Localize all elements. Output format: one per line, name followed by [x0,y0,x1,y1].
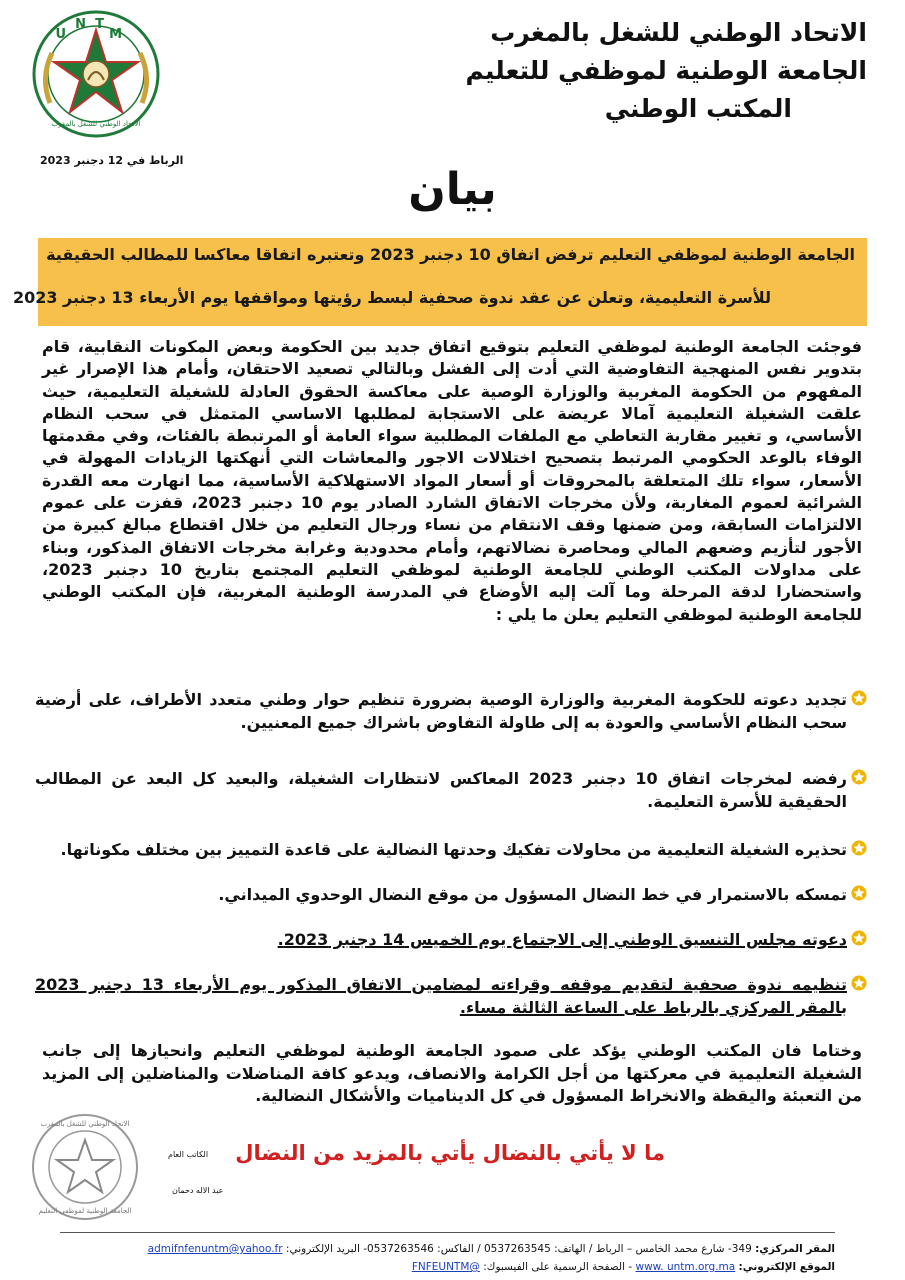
signatory-name: عبد الاله دحمان [172,1186,224,1195]
star-bullet-icon [851,840,867,856]
list-item [35,883,867,906]
list-item [35,767,867,813]
signatory-title: الكاتب العام [168,1150,209,1159]
footer-web-line [60,1258,835,1276]
footer [60,1240,835,1276]
email-link[interactable]: admifnfenuntm@yahoo.fr [147,1243,283,1255]
list-item [35,928,867,951]
svg-text:U: U [55,27,66,42]
star-bullet-icon [851,975,867,991]
address-label: المقر المركزي: [755,1243,835,1255]
banner-line-1: الجامعة الوطنية لموظفي التعليم ترفض اتفاق 10 دجنبر 2023 وتعتبره اتفاقا معاكسا للمطالب الحقيقية [46,245,855,264]
letterhead [307,14,867,128]
official-stamp-icon [30,1112,140,1222]
banner-line-2: للأسرة التعليمية، وتعلن عن عقد ندوة صحفية لبسط رؤيتها ومواقفها يوم الأربعاء 13 دجنبر 2023 [12,288,771,307]
svg-text:الاتحاد الوطني للشغل بالمغرب: الاتحاد الوطني للشغل بالمغرب [40,1120,130,1128]
point-text: تمسكه بالاستمرار في خط النضال المسؤول من موقع النضال الوحدوي الميداني. [218,885,847,904]
facebook-link[interactable]: @FNFEUNTM [411,1261,480,1273]
federation-name: الجامعة الوطنية لموظفي للتعليم [465,56,867,85]
website-label: الموقع الإلكتروني: [738,1261,835,1273]
star-bullet-icon [851,930,867,946]
document-date: الرباط في 12 دجنبر 2023 [40,154,184,167]
footer-divider [60,1232,835,1233]
point-text: تحذيره الشغيلة التعليمية من محاولات تفكيك وحدتها النضالية على قاعدة التمييز بين مختلف مكوناتها. [60,840,847,859]
star-bullet-icon [851,690,867,706]
headline-banner [12,238,867,326]
svg-text:الاتحاد الوطني للشغل بالمغرب: الاتحاد الوطني للشغل بالمغرب [51,120,141,128]
svg-text:M: M [109,27,122,42]
union-name: الاتحاد الوطني للشغل بالمغرب [490,18,867,47]
star-bullet-icon [851,885,867,901]
list-item [35,973,867,1019]
footer-address-line [60,1240,835,1258]
point-text: دعوته مجلس التنسيق الوطني إلى الاجتماع يوم الخميس 14 دجنبر 2023. [277,930,847,949]
list-item [35,838,867,861]
list-item [35,688,867,734]
page-title: بيان [408,164,497,215]
svg-text:T: T [95,17,104,32]
point-text: تجديد دعوته للحكومة المغربية والوزارة الوصية بضرورة تنظيم حوار وطني متعدد الأطراف، على أرضية سحب النظام الأساسي والعودة به إلى طاولة التفاوض باشراك جميع المعنيين. [35,690,847,732]
untm-logo-icon [30,8,162,140]
svg-text:الجامعة الوطنية لموظفي التعليم: الجامعة الوطنية لموظفي التعليم [38,1207,132,1215]
closing-paragraph: وختاما فان المكتب الوطني يؤكد على صمود الجامعة الوطنية لموظفي التعليم وانحيازها إلى جانب الشغيلة التعليمية في معركتها من أجل الكرامة والانصاف، ويدعو كافة المناضلات والمناضلين إلى المزيد من التعبئة واليقظة والانخراط المسؤول في كل الديناميات والأشكال النضالية. [42,1041,862,1105]
office-name: المكتب الوطني [604,94,792,123]
point-text: تنظيمه ندوة صحفية لتقديم موقفه وقراءته لمضامين الاتفاق المذكور يوم الأربعاء 13 دجنبر 2023 بالمقر المركزي بالرباط على الساعة الثالثة مساء. [35,975,847,1017]
website-link[interactable]: www. untm.org.ma [635,1261,736,1273]
address-text: 349- شارع محمد الخامس – الرباط / الهاتف: 0537263545 / الفاكس: 0537263546- البريد الإلكتروني: [285,1243,752,1255]
star-bullet-icon [851,769,867,785]
svg-text:N: N [75,17,86,32]
point-text: رفضه لمخرجات اتفاق 10 دجنبر 2023 المعاكس لانتظارات الشغيلة، والبعيد كل البعد عن المطالب الحقيقية للأسرة التعليمة. [35,769,847,811]
intro-paragraph: فوجئت الجامعة الوطنية لموظفي التعليم بتوقيع اتفاق جديد بين الحكومة وبعض المكونات النقابية، قام بتدوير نفس المنهجية التفاوضية التي أدت إلى الفشل وبالتالي تصعيد الاحتقان، وأمام هذا الإصرار غير المفهوم من الحكومة المغربية والوزارة الوصية على معاكسة الحقوق العادلة للشغيلة التعليمية، حيث علقت الشغيلة التعليمية آمالا عريضة على الاستجابة لمطلبها الاساسي المتمثل في سحب النظام الأساسي، و تغيير مقاربة التعاطي مع الملفات المطلبية سواء العامة أو المرتبطة بالفئات، وفي مقدمتها الوفاء بالوعد الحكومي المرتبط بتصحيح اختلالات الاجور والمعاشات التي أنهكتها الزيادات المهولة في الأسعار، سواء تلك المتعلقة بالمحروقات أو أسعار المواد الاستهلاكية الأساسية، مما انهارت معه القدرة الشرائية لعموم المغاربة، ولأن مخرجات الاتفاق الشارد الصادر يوم 10 دجنبر 2023، قفزت على عموم الالتزامات السابقة، ومن ضمنها وقف الانتقام من نساء ورجال التعليم من خلال اقتطاع مبالغ كبيرة من الأجور لتأزيم وضعهم المالي ومحاصرة نضالاتهم، وأمام محدودية وغرابة مخرجات الاتفاق المذكور، وبناء على مداولات المكتب الوطني للجامعة الوطنية لموظفي التعليم المجتمع بتاريخ 10 دجنبر 2023، واستحضارا لدقة المرحلة وما آلت إليه الأوضاع في المدرسة الوطنية المغربية، فإن المكتب الوطني للجامعة الوطنية لموظفي التعليم يعلن ما يلي : [42,337,863,624]
facebook-label: - الصفحة الرسمية على الفيسبوك: [483,1261,633,1273]
slogan: ما لا يأتي بالنضال يأتي بالمزيد من النضال [235,1141,665,1165]
